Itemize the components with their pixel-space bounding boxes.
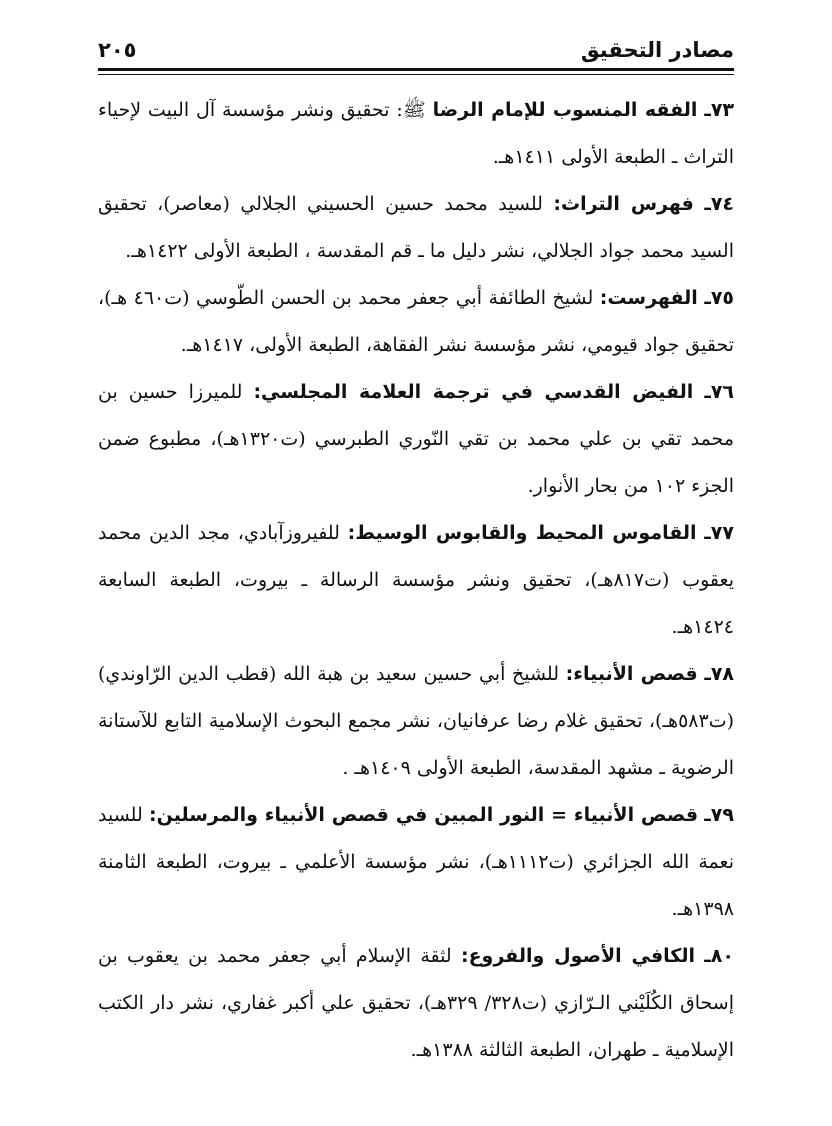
page-number: ٢٠٥ (98, 38, 137, 62)
entry-number: ٧٥ـ (704, 287, 735, 309)
entry-text: لثقة الإسلام أبي جعفر محمد بن يعقوب بن إسحاق الكُلَيْني الـرّازي (ت٣٢٨/ ٣٢٩هـ)، تحقيق علي أكبر غفاري، نشر دار الكتب الإسلامية ـ طهران، الطبعة الثالثة ١٣٨٨هـ. (98, 945, 734, 1061)
entry-number: ٧٩ـ (704, 804, 734, 826)
entry-title: قصص الأنبياء: (565, 663, 698, 685)
entry-number: ٧٧ـ (704, 522, 734, 544)
bibliography-entry (98, 510, 734, 651)
entry-title: الفقه المنسوب للإمام الرضا (432, 99, 698, 121)
entry-number: ٧٣ـ (704, 99, 735, 121)
entry-number: ٧٨ـ (704, 663, 735, 685)
entry-number: ٨٠ـ (704, 945, 734, 967)
entry-title: الكافي الأصول والفروع: (460, 945, 695, 967)
entry-text: : تحقيق ونشر مؤسسة آل البيت لإحياء التراث ـ الطبعة الأولى ١٤١١هـ. (98, 99, 734, 168)
bibliography-entry (98, 792, 734, 933)
entry-title: قصص الأنبياء = النور المبين في قصص الأنبياء والمرسلين: (149, 804, 699, 826)
entry-number: ٧٤ـ (704, 193, 735, 215)
header-title: مصادر التحقيق (580, 38, 734, 62)
entry-number: ٧٦ـ (704, 381, 735, 403)
entry-title: فهرس التراث: (553, 193, 694, 215)
entry-text: للسيد نعمة الله الجزائري (ت١١١٢هـ)، نشر مؤسسة الأعلمي ـ بيروت، الطبعة الثامنة ١٣٩٨هـ. (98, 804, 734, 920)
header-rule-thick (98, 68, 734, 71)
header-rule-thin (98, 74, 734, 75)
bibliography-entry (98, 275, 734, 369)
entry-title: القاموس المحيط والقابوس الوسيط: (347, 522, 697, 544)
entry-text: للسيد محمد حسين الحسيني الجلالي (معاصر)، تحقيق السيد محمد جواد الجلالي، نشر دليل ما ـ قم المقدسة ، الطبعة الأولى ١٤٢٢هـ. (98, 193, 734, 262)
entry-text: لشيخ الطائفة أبي جعفر محمد بن الحسن الطّوسي (ت٤٦٠ هـ)، تحقيق جواد قيومي، نشر مؤسسة نشر الفقاهة، الطبعة الأولى، ١٤١٧هـ. (98, 287, 734, 356)
honorific-glyph: ﷺ (402, 99, 426, 121)
entry-title: الفيض القدسي في ترجمة العلامة المجلسي: (253, 381, 694, 403)
bibliography-list (98, 87, 734, 1074)
entry-text: للفيروزآبادي، مجد الدين محمد يعقوب (ت٨١٧هـ)، تحقيق ونشر مؤسسة الرسالة ـ بيروت، الطبعة السابعة ١٤٢٤هـ. (98, 522, 734, 638)
bibliography-entry (98, 87, 734, 181)
running-header (98, 30, 734, 62)
bibliography-entry (98, 369, 734, 510)
entry-text: للميرزا حسين بن محمد تقي بن علي محمد بن تقي النّوري الطبرسي (ت١٣٢٠هـ)، مطبوع ضمن الجزء ١٠٢ من بحار الأنوار. (98, 381, 734, 497)
entry-text: للشيخ أبي حسين سعيد بن هبة الله (قطب الدين الرّاوندي) (ت٥٨٣هـ)، تحقيق غلام رضا عرفانيان، نشر مجمع البحوث الإسلامية التابع للآستانة الرضوية ـ مشهد المقدسة، الطبعة الأولى ١٤٠٩هـ . (98, 663, 734, 779)
bibliography-entry (98, 181, 734, 275)
entry-title: الفهرست: (599, 287, 698, 309)
bibliography-entry (98, 933, 734, 1074)
bibliography-entry (98, 651, 734, 792)
